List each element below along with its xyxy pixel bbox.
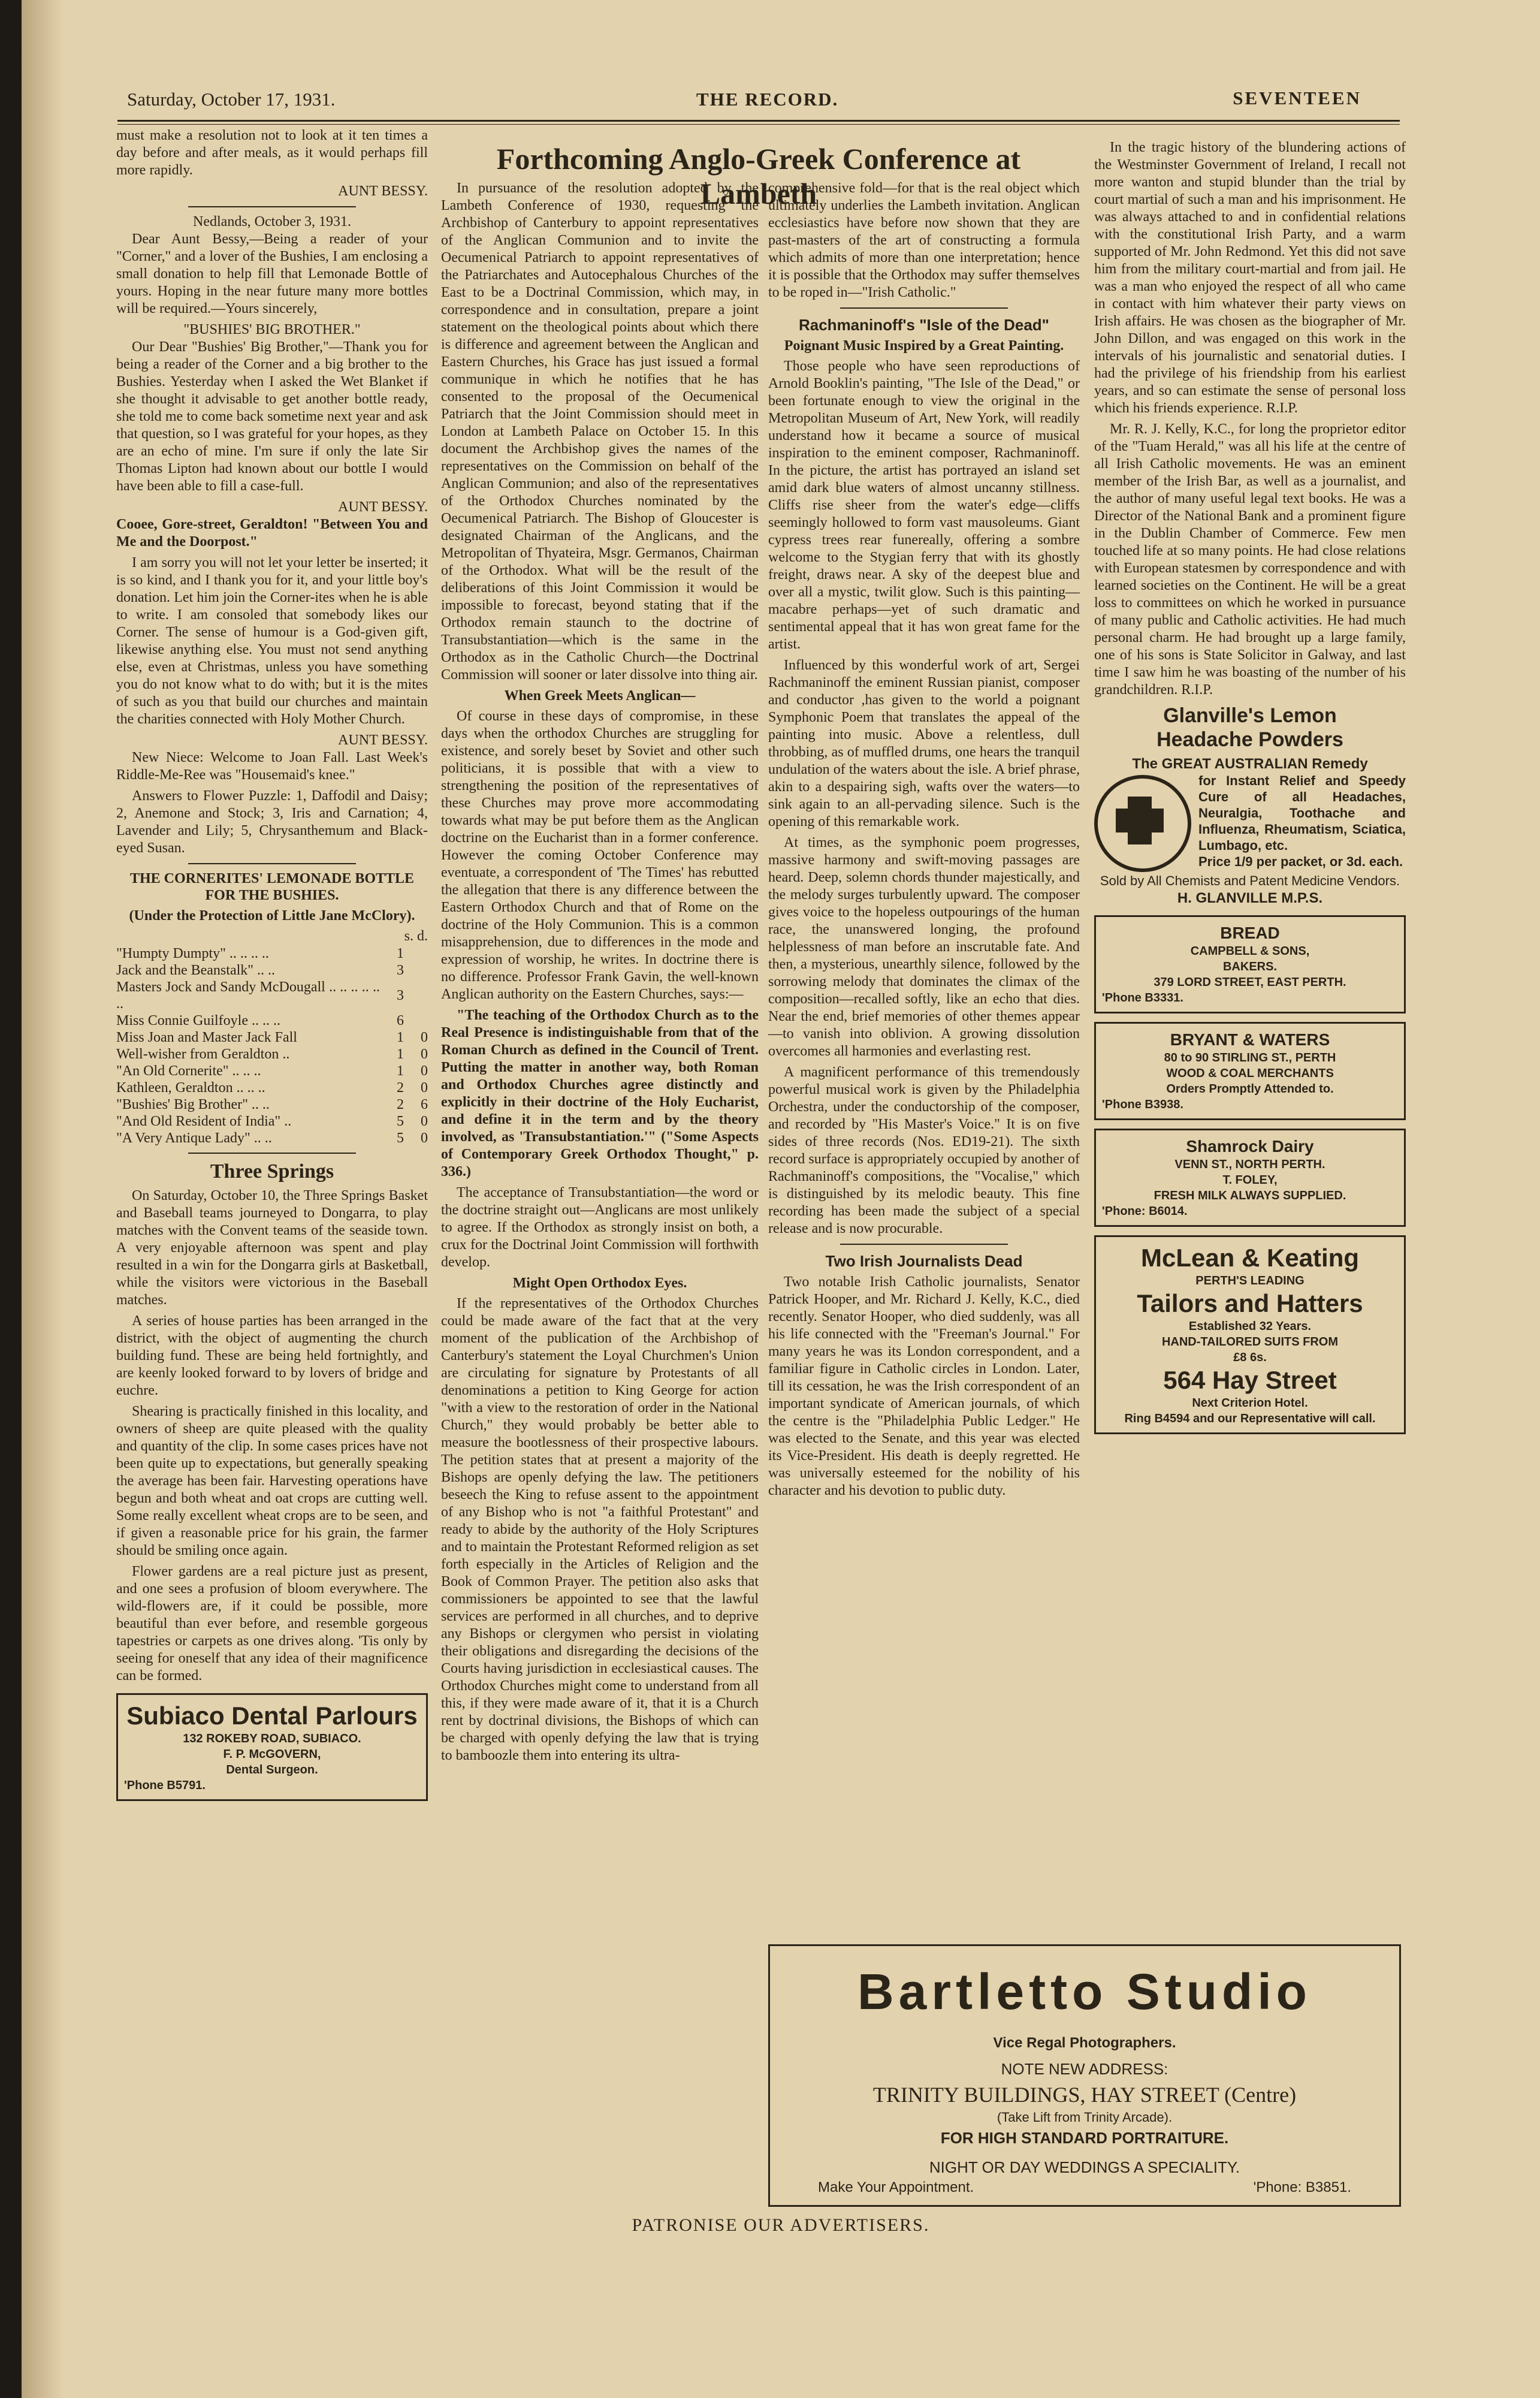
donation-donor: Jack and the Beanstalk" .. .. [116, 963, 276, 978]
ad-name: T. FOLEY, [1222, 1174, 1278, 1187]
ad-address: 379 LORD STREET, EAST PERTH. [1154, 976, 1346, 989]
ad-orders: Orders Promptly Attended to. [1166, 1082, 1334, 1096]
ad-title: BREAD [1220, 924, 1280, 942]
ad-role: Dental Surgeon. [226, 1763, 318, 1776]
ad-trade: Tailors and Hatters [1137, 1289, 1363, 1317]
donation-donor: Well-wisher from Geraldton .. [116, 1046, 290, 1062]
column-4 [1094, 139, 1406, 1443]
ad-title: Bartletto Studio [857, 1963, 1312, 2020]
ad-lift: (Take Lift from Trinity Arcade). [997, 2110, 1173, 2125]
donation-d: 0 [421, 1030, 428, 1045]
paragraph: Two notable Irish Catholic journalists, Senator Patrick Hooper, and Mr. Richard J. Kelly, K.C., died recently. Senator Hooper, who died suddenly, was all his life connected with the "Freeman's Journal." For many years he was its London correspondent, and a familiar figure in Catholic circles in London. Later, till its cessation, he was the Irish correspondent of an important syndicate of American journals, of which the centre is the "Philadelphia Public Ledger." He was elected to the Senate, and this year was elected its Vice-President. His death is deeply regretted. He was universally esteemed for the nobility of his character and his devotion to public duty. [768, 1274, 1080, 1498]
divider [188, 206, 356, 207]
donation-s: 1 [397, 1030, 404, 1045]
ad-address: VENN ST., NORTH PERTH. [1174, 1158, 1325, 1171]
donation-d [404, 945, 428, 962]
ad-subiaco-dental [116, 1693, 428, 1801]
donation-s: 2 [397, 1080, 404, 1096]
donation-s: 1 [397, 946, 404, 961]
ad-phone: 'Phone B3331. [1102, 991, 1183, 1005]
ad-ring: Ring B4594 and our Representative will call. [1124, 1412, 1376, 1425]
donation-donor: "And Old Resident of India" .. [116, 1114, 292, 1129]
ad-name: CAMPBELL & SONS, [1190, 945, 1310, 958]
ad-bartletto-studio [768, 1944, 1401, 2207]
letter-signature: "BUSHIES' BIG BROTHER." [183, 322, 361, 337]
donation-donor: Miss Connie Guilfoyle .. .. .. [116, 1013, 280, 1028]
signature: AUNT BESSY. [338, 732, 428, 748]
cooee-text: I am sorry you will not let your letter be inserted; it is so kind, and I thank you for it, and your little boy's donation. Let him join the Corner-ites when he is able to write. I am consoled that somebody likes our Corner. The sense of humour is a God-given gift, likewise anything else. You must not send anything else, even at Christmas, unless you have something you do not know what to do with; but it is the mites of such as you that build our churches and maintain the charities connected with Holy Mother Church. [116, 555, 428, 727]
paragraph: Those people who have seen reproductions of Arnold Booklin's painting, "The Isle of the Dead," or been fortunate enough to view the original in the Metropolitan Museum of Art, New York, will readily understand how it became a source of musical inspiration to the eminent composer, Rachmaninoff. In the picture, the artist has portrayed an island set amid dark blue waters of almost uncanny stillness. Cliffs rise sheer from the water's edge—cliffs seemingly hollowed to form vast mausoleums. Giant cypress trees rear funereally, offering a sombre welcome to the Stygian ferry that with its ghostly freight, draws near. A sky of the deepest blue and over all a mystic, twilit glow. Such is this painting—macabre perhaps—yet of such dramatic and sentimental appeal that it has won great fame for the artist. [768, 358, 1080, 652]
ad-mclean-keating [1094, 1235, 1406, 1434]
niece-text: New Niece: Welcome to Joan Fall. Last Week's Riddle-Me-Ree was "Housemaid's knee." [116, 750, 428, 783]
page-footer: PATRONISE OUR ADVERTISERS. [632, 2215, 930, 2235]
ad-note: NOTE NEW ADDRESS: [1001, 2060, 1168, 2078]
ad-tagline: The GREAT AUSTRALIAN Remedy [1132, 756, 1368, 772]
donation-d: 0 [421, 1063, 428, 1079]
ad-address: TRINITY BUILDINGS, HAY STREET (Centre) [872, 2083, 1297, 2107]
rachmaninoff-heading: Rachmaninoff's "Isle of the Dead" [798, 316, 1050, 334]
ad-title: Subiaco Dental Parlours [126, 1702, 418, 1730]
money-header: s. d. [404, 928, 428, 944]
donation-row [116, 1029, 428, 1046]
donation-row [116, 945, 428, 962]
ad-title: Headache Powders [1156, 728, 1343, 751]
donation-s: 3 [397, 963, 404, 978]
ad-title: Glanville's Lemon [1163, 704, 1337, 727]
signature: AUNT BESSY. [338, 183, 428, 199]
ad-phone: 'Phone: B6014. [1102, 1205, 1188, 1218]
paragraph: In pursuance of the resolution adopted by the Lambeth Conference of 1930, requesting the Archbishop of Canterbury to appoint representatives of the Anglican Communion and to invite the Oecumenical Patriarch to appoint representatives of the Patriarchates and Autocephalous Churches of the East to be a Doctrinal Commission, which may, in correspondence and in consultation, prepare a joint statement on the theological points about which there is difference and agreement between the Anglican and Eastern Churches, his Grace has just issued a formal communique in which he notifies that he has consented to the proposal of the Oecumenical Patriarch that the Joint Commission should meet in London at Lambeth Palace on October 15. In this document the Archbishop gives the names of the representatives on the Commission on behalf of the Anglican Communion; and also of the representatives of the Orthodox Churches nominated by the Oecumenical Patriarch. The Bishop of Gloucester is designated Chairman of the Anglicans, and the Metropolitan of Thyateira, Msgr. Germanos, Chairman of the Orthodox. What will be the result of the deliberations of this Joint Commission it would be impossible to forecast, beyond stating that if the Orthodox remain staunch to the doctrine of Transubstantiation—which is the same in the Orthodox as in the Catholic Church—the Doctrinal Commission will sooner or later dissolve into thing air. [441, 180, 759, 683]
donation-s: 1 [397, 1046, 404, 1062]
ad-price: Price 1/9 per packet, or 3d. each. [1198, 854, 1403, 869]
newspaper-page [22, 0, 1540, 2398]
donation-donor: Kathleen, Geraldton .. .. .. [116, 1080, 265, 1096]
donation-donor: "An Old Cornerite" .. .. .. [116, 1063, 261, 1079]
paragraph: must make a resolution not to look at it ten times a day before and after meals, as it would perhaps fill more rapidly. [116, 128, 428, 178]
donation-s: 2 [397, 1097, 404, 1112]
ad-appointment: Make Your Appointment. [818, 2179, 974, 2195]
ad-sub: PERTH'S LEADING [1195, 1274, 1305, 1287]
donation-row [116, 1046, 428, 1063]
cooee-heading: Cooee, Gore-street, Geraldton! "Between You and Me and the Doorpost." [116, 517, 428, 550]
ad-address: 80 to 90 STIRLING ST., PERTH [1164, 1051, 1336, 1064]
divider [840, 1244, 1008, 1245]
donation-donor: "A Very Antique Lady" .. .. [116, 1130, 272, 1146]
paragraph: If the representatives of the Orthodox Churches could be made aware of the fact that at the very moment of the publication of the Archbishop of Canterbury's statement the Loyal Churchmen's Union are circulating for signature by Protestants of all denominations a petition to King George for action "with a view to the restoration of order in the National Church," they would probably be better able to measure the bootlessness of their prospective labours. The petition states that at present a majority of the Bishops are openly defying the law. The petitioners beseech the King to refuse assent to the appointment of any Bishop who is not "a faithful Protestant" and ready to abide by the authority of the Holy Scriptures and to maintain the Protestant Reformed religion as set forth especially in the Articles of Religion and the Book of Common Prayer. The petition also asks that commissioners be appointed to see that the lawful services are performed in all churches, and to deprive any Bishops or clergymen who persist in violating their obligations and disregarding the decisions of the Courts having jurisdiction in ecclesiastical causes. The Orthodox Churches might come to understand from all this, if they were made aware of it, that it is a Church rent by doctrinal divisions, the Bishops of which can be charged with openly defying the law that is trying to bamboozle them into entering its ultra- [441, 1296, 759, 1763]
paper-title: THE RECORD. [696, 89, 839, 110]
subheading: When Greek Meets Anglican— [504, 688, 696, 704]
donation-s: 3 [397, 988, 404, 1003]
paragraph: Flower gardens are a real picture just as present, and one sees a profusion of bloom everywhere. The wild-flowers are, if it could be possible, more beautiful than ever before, and resemble gorgeous tapestries or carpets as one drives along. 'Tis only by seeing for oneself that any idea of their magnificence can be formed. [116, 1564, 428, 1684]
donation-row [116, 1113, 428, 1130]
ad-name: F. P. McGOVERN, [223, 1748, 321, 1761]
page-number: SEVENTEEN [1233, 88, 1361, 108]
seal-logo [1094, 775, 1191, 872]
paragraph: Influenced by this wonderful work of art, Sergei Rachmaninoff the eminent Russian pianist, composer and conductor ,has given to the world a poignant Symphonic Poem that translates the appeal of the painting into music. Above a relentless, dull throbbing, as of muffled drums, one hears the tranquil undulation of the waters about the isle. A brief phrase, akin to a despairing sigh, wafts over the waters—to sink again to an all-pervading silence. Such is the opening of this remarkable work. [768, 657, 1080, 830]
header-rule [117, 120, 1400, 125]
donation-row [116, 962, 428, 979]
answers-text: Answers to Flower Puzzle: 1, Daffodil and Daisy; 2, Anemone and Stock; 3, Iris and Carnation; 4, Lavender and Lily; 5, Chrysanthemum and Black-eyed Susan. [116, 788, 428, 856]
ad-role: BAKERS. [1222, 960, 1277, 973]
donation-donor: Miss Joan and Master Jack Fall [116, 1030, 297, 1045]
springs-heading: Three Springs [210, 1160, 334, 1183]
donation-table [116, 945, 428, 1147]
ad-address: 132 ROKEBY ROAD, SUBIACO. [183, 1732, 361, 1745]
rachmaninoff-subheading: Poignant Music Inspired by a Great Painting. [784, 338, 1064, 354]
donation-donor: "Humpty Dumpty" .. .. .. .. [116, 946, 269, 961]
donation-d [404, 979, 428, 1012]
ad-line: FRESH MILK ALWAYS SUPPLIED. [1154, 1189, 1346, 1202]
page-header [127, 85, 1361, 121]
quote: "The teaching of the Orthodox Church as to the Real Presence is indistinguishable from that of the Roman Church as defined in the Council of Trent. Putting the matter in another way, both Roman and Orthodox Churches agree distinctly and explicitly in their doctrine of the Holy Eucharist, and define it in the term and by the theory involved, as 'Transubstantiation.'" ("Some Aspects of Contemporary Greek Orthodox Thought," p. 336.) [441, 1008, 759, 1180]
paragraph: In the tragic history of the blundering actions of the Westminster Government of Ireland, I recall not more wanton and stupid blunder than the trial by court martial of such a man and his imprisonment. He was always attached to and in confidential relations with the constitutional Irish Party, and a warm supported of Mr. John Redmond. Yet this did not save him from the military court-martial and from jail. He was a man who enjoyed the respect of all who came in contact with him whatever their party views on Irish affairs. He was chosen as the biographer of Mr. John Dillon, and was engaged on this work in the intervals of his journalistic and senatorial duties. I had the privilege of his friendship from his earliest years, and so can estimate the sense of personal loss which his friends experience. R.I.P. [1094, 140, 1406, 416]
donation-d [404, 1012, 428, 1029]
donation-donor: "Bushies' Big Brother" .. .. [116, 1097, 270, 1112]
ad-phone: 'Phone: B3851. [1253, 2179, 1351, 2195]
ad-near: Next Criterion Hotel. [1192, 1396, 1308, 1410]
donation-d [404, 962, 428, 979]
paragraph: On Saturday, October 10, the Three Springs Basket and Baseball teams journeyed to Dongarra, to play matches with the Convent teams of the seaside town. A very enjoyable afternoon was spent and play resulted in a win for the Dongarra girls at Basketball, while the visitors were victorious in the Baseball matches. [116, 1188, 428, 1308]
bottle-heading: THE CORNERITES' LEMONADE BOTTLE FOR THE BUSHIES. [129, 871, 415, 903]
donation-d: 0 [421, 1080, 428, 1096]
donation-d: 0 [421, 1046, 428, 1062]
ad-shamrock-dairy [1094, 1129, 1406, 1227]
paragraph: The acceptance of Transubstantiation—the word or the doctrine straight out—Anglicans are most unlikely to agree. If the Orthodox as strongly insist on both, a crux for the Doctrinal Joint Commission will forthwith develop. [441, 1185, 759, 1270]
ad-bread [1094, 915, 1406, 1014]
letter-date: Nedlands, October 3, 1931. [193, 214, 351, 230]
ad-glanville [1094, 704, 1406, 907]
donation-d: 0 [421, 1114, 428, 1129]
ad-address: 564 Hay Street [1163, 1366, 1337, 1394]
paragraph: comprehensive fold—for that is the real object which ultimately underlies the Lambeth invitation. Anglican ecclesiastics have before now shown that they are past-masters of the art of constructing a formula which admits of more than one interpretation; hence it is possible that the Orthodox may suffer themselves to be roped in—"Irish Catholic." [768, 180, 1080, 300]
ad-established: Established 32 Years. [1188, 1320, 1312, 1333]
signature: AUNT BESSY. [338, 499, 428, 515]
donation-row [116, 1130, 428, 1147]
paragraph: A series of house parties has been arranged in the district, with the object of augmenting the church building fund. These are being held fortnightly, and are keenly looked forward to by lovers of bridge and euchre. [116, 1313, 428, 1398]
donation-donor: Masters Jock and Sandy McDougall .. .. .. .. .. .. [116, 979, 380, 1012]
ad-sold: Sold by All Chemists and Patent Medicine Vendors. [1100, 873, 1400, 888]
divider [188, 1153, 356, 1154]
bottle-subheading: (Under the Protection of Little Jane McClory). [129, 908, 415, 924]
ad-sub: Vice Regal Photographers. [993, 2035, 1176, 2051]
donation-d: 6 [421, 1097, 428, 1112]
ad-suits: HAND-TAILORED SUITS FROM [1161, 1335, 1339, 1349]
column-1 [116, 127, 428, 1809]
ad-title: McLean & Keating [1140, 1244, 1360, 1272]
column-3 [768, 180, 1080, 1503]
ad-price: £8 6s. [1233, 1351, 1267, 1364]
divider [840, 307, 1008, 309]
ad-weddings: NIGHT OR DAY WEDDINGS A SPECIALITY. [929, 2158, 1240, 2176]
donation-d: 0 [421, 1130, 428, 1146]
subheading: Might Open Orthodox Eyes. [512, 1275, 687, 1291]
donation-s: 6 [397, 1013, 404, 1028]
donation-row [116, 1063, 428, 1079]
paragraph: A magnificent performance of this tremendously powerful musical work is given by the Philadelphia Orchestra, under the conductorship of the composer, and recorded by "His Master's Voice." It is on five sides of three records (Nos. ED19-21). The sixth record surface is appropriately occupied by another of Rachmaninoff's compositions, the "Vocalise," which is distinguished by its melodic beauty. This fine recording has been made the subject of a special release and is now procurable. [768, 1064, 1080, 1236]
donation-row [116, 979, 428, 1012]
donation-row [116, 1079, 428, 1096]
ad-title: BRYANT & WATERS [1170, 1030, 1330, 1049]
paragraph: At times, as the symphonic poem progresses, massive harmony and swift-moving passages are heard. Deep, solemn chords thunder majestically, and the melody surges turbulently upward. The composer gives voice to the hopeless outpourings of the human race, the unanswered longing, the profound helplessness of man before an inscrutable fate. And then, a mysterious, unearthly silence, followed by the sorrowing melody that dominates the climax of the composition—recalled softly, like an echo that dies. Near the end, brief memories of other themes appear—to vanish into oblivion. A growing dissolution overcomes all harmonies and everlasting rest. [768, 835, 1080, 1059]
divider [188, 863, 356, 864]
donation-s: 1 [397, 1063, 404, 1079]
ad-phone: 'Phone B5791. [124, 1779, 206, 1792]
ad-vendor: H. GLANVILLE M.P.S. [1177, 890, 1323, 906]
paragraph: Shearing is practically finished in this locality, and owners of sheep are quite pleased with the quality and quantity of the clip. In some cases prices have not been quite up to expectations, but generally speaking the average has been fair. Harvesting operations have begun and both wheat and oat crops are cutting well. Some really excellent wheat crops are to be seen, and if given a reasonable price for his grain, the farmer should be smiling once again. [116, 1404, 428, 1558]
ad-body: for Instant Relief and Speedy Cure of all Headaches, Neuralgia, Toothache and Influenza, Rheumatism, Sciatica, Lumbago, etc. [1198, 773, 1406, 853]
letter-text: Dear Aunt Bessy,—Being a reader of your "Corner," and a lover of the Bushies, I am enclosing a small donation to help fill that Lemonade Bottle of yours. Hoping in the near future many more bottles will be required.—Yours sincerely, [116, 231, 428, 316]
column-2 [441, 180, 759, 1768]
ad-bryant-waters [1094, 1022, 1406, 1120]
ad-phone: 'Phone B3938. [1102, 1098, 1183, 1111]
ad-portraiture: FOR HIGH STANDARD PORTRAITURE. [940, 2129, 1229, 2147]
donation-s: 5 [397, 1130, 404, 1146]
paragraph: Mr. R. J. Kelly, K.C., for long the proprietor editor of the "Tuam Herald," was all his life at the centre of all Irish Catholic movements. He was an eminent member of the Irish Bar, as well as a journalist, and the author of many useful legal text books. He was a Director of the National Bank and a prominent figure in the Dublin Chamber of Commerce. Few men touched life at so many points. He had close relations with European statesmen by correspondence and with learned societies on the Continent. He will be a great loss to committees on which he worked in pursuance of many public and Catholic activities. He had much personal charm. He had brought up a large family, one of his sons is State Solicitor in Galway, and last time I saw him he was boasting of the number of his grandchildren. R.I.P. [1094, 421, 1406, 698]
donation-row [116, 1096, 428, 1113]
ad-title: Shamrock Dairy [1186, 1137, 1314, 1156]
donation-row [116, 1012, 428, 1029]
donation-s: 5 [397, 1114, 404, 1129]
issue-date: Saturday, October 17, 1931. [127, 89, 336, 110]
ad-line: WOOD & COAL MERCHANTS [1166, 1067, 1334, 1080]
journalists-heading: Two Irish Journalists Dead [825, 1252, 1023, 1270]
reply-text: Our Dear "Bushies' Big Brother,"—Thank you for being a reader of the Corner and a big brother to the Bushies. Yesterday when I asked the Wet Blanket if she thought it advisable to get another bottle ready, she told me to come back sometime next year and ask that question, so I was grateful for your hopes, as they are an echo of mine. I'm sure if only the late Sir Thomas Lipton had known about our bottle I would have been able to fill a case-full. [116, 339, 428, 494]
main-headline: Forthcoming Anglo-Greek Conference at Lambeth [496, 142, 1021, 210]
paragraph: Of course in these days of compromise, in these days when the orthodox Churches are struggling for existence, and sorely beset by Soviet and other such politicians, it is possible that with a view to strengthening the position of the representatives of these Churches may prove more accommodating towards what may be put before them as the Anglican doctrine on the Eucharist than in a former conference. However the coming October Conference may eventuate, a correspondent of 'The Times' has rebutted the allegation that there is any difference between the Eastern Orthodox Church and that of Rome on the doctrine of the Holy Communion. This is a common misapprehension, due to differences in the mode and expression of worship, he writes. In doctrine there is no difference. Professor Frank Gavin, the well-known Anglican authority on the Eastern Churches, says:— [441, 708, 759, 1002]
